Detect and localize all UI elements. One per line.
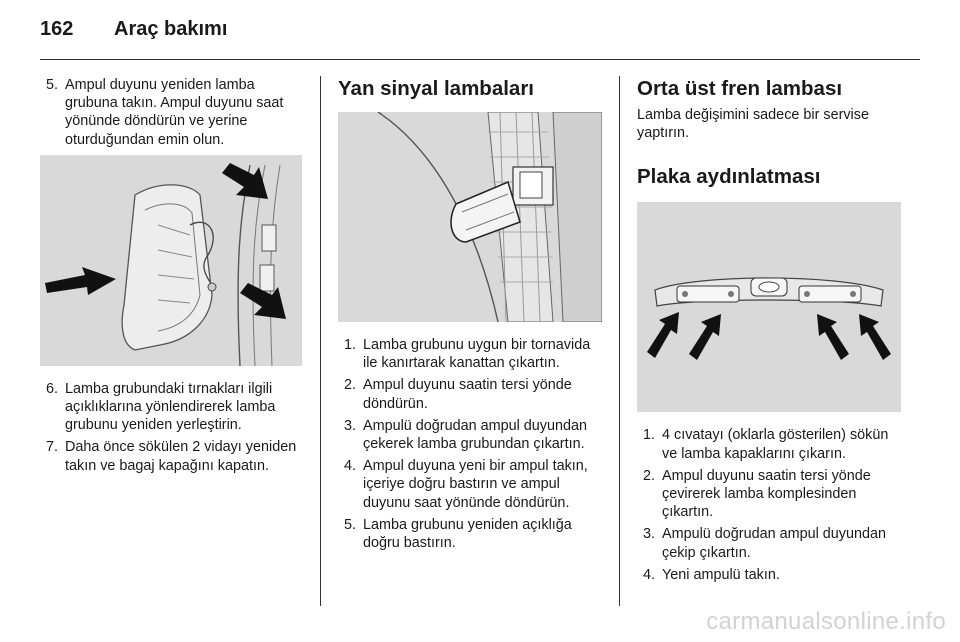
- brake-light-note: Lamba değişimini sadece bir servise yaptırın.: [637, 107, 869, 142]
- step-number: 2.: [344, 377, 357, 394]
- step-text: Yeni ampulü takın.: [662, 566, 780, 583]
- steps-list: [637, 426, 901, 584]
- step-number: 7.: [46, 439, 59, 456]
- plate-light-illustration: [637, 202, 901, 412]
- step-number: 4.: [643, 566, 656, 583]
- step-text: Lamba grubundaki tırnakları ilgili açıklıklarına yönlendirerek lamba grubunu yeniden yerleştirin.: [65, 380, 276, 434]
- step-number: 4.: [344, 458, 357, 475]
- section-heading-brake-light: Orta üst fren lambası: [637, 77, 843, 100]
- step-text: Ampul duyunu saatin tersi yönde döndürün.: [363, 377, 572, 412]
- header-rule: [40, 59, 920, 60]
- section-heading: Yan sinyal lambaları: [338, 77, 534, 100]
- steps-list: [338, 336, 602, 552]
- list-item: [40, 438, 302, 474]
- list-item: [637, 467, 901, 522]
- step-text: Ampul duyunu saatin tersi yönde çevirerek lamba komplesinden çıkartın.: [662, 467, 871, 521]
- list-item: [40, 380, 302, 435]
- step-text: Ampul duyunu yeniden lamba grubuna takın. Ampul duyunu saat yönünde döndürün ve yerine oturduğundan emin olun.: [65, 77, 284, 148]
- step-text: Lamba grubunu yeniden açıklığa doğru bastırın.: [363, 516, 572, 552]
- list-item: [637, 426, 901, 462]
- column-1: [40, 76, 302, 475]
- list-item: [338, 336, 602, 372]
- step-number: 3.: [643, 526, 656, 543]
- column-divider-2: [619, 76, 620, 606]
- side-indicator-illustration: [338, 112, 602, 322]
- section-heading-plate-light: Plaka aydınlatması: [637, 165, 821, 189]
- step-text: Ampulü doğrudan ampul duyundan çekip çıkartın.: [662, 526, 887, 561]
- page-title: Araç bakımı: [114, 18, 228, 40]
- watermark: carmanualsonline.info: [706, 608, 946, 635]
- column-2: [338, 76, 602, 552]
- figure-plate-light: [637, 202, 901, 412]
- column-3: [637, 76, 901, 584]
- step-text: Lamba grubunu uygun bir tornavida ile kanırtarak kanattan çıkartın.: [363, 337, 591, 372]
- column-divider-1: [320, 76, 321, 606]
- step-number: 5.: [46, 77, 59, 93]
- step-number: 3.: [344, 417, 357, 434]
- step-text: Ampulü doğrudan ampul duyundan çekerek lamba grubundan çıkartın.: [363, 417, 588, 453]
- list-item: [338, 516, 602, 552]
- step-number: 1.: [344, 337, 357, 353]
- list-item: [338, 417, 602, 453]
- list-item: [338, 376, 602, 412]
- step-number: 6.: [46, 380, 59, 397]
- steps-list-bottom: [40, 380, 302, 475]
- figure-tail-lamp: [40, 155, 302, 366]
- step-number: 1.: [643, 427, 656, 444]
- step-text: Daha önce sökülen 2 vidayı yeniden takın ve bagaj kapağını kapatın.: [65, 439, 297, 474]
- list-item: [40, 76, 302, 149]
- tail-lamp-illustration: [40, 155, 302, 366]
- page-number: 162: [40, 18, 74, 40]
- step-text: Ampul duyuna yeni bir ampul takın, içeriye doğru bastırın ve ampul duyunu saat yönünde döndürün.: [363, 458, 588, 511]
- step-text: 4 cıvatayı (oklarla gösterilen) sökün ve lamba kapaklarını çıkarın.: [662, 427, 889, 462]
- figure-side-indicator: [338, 112, 602, 322]
- step-number: 2.: [643, 467, 656, 484]
- list-item: [637, 566, 901, 584]
- list-item: [637, 525, 901, 561]
- steps-list-top: [40, 76, 302, 149]
- list-item: [338, 457, 602, 512]
- step-number: 5.: [344, 516, 357, 533]
